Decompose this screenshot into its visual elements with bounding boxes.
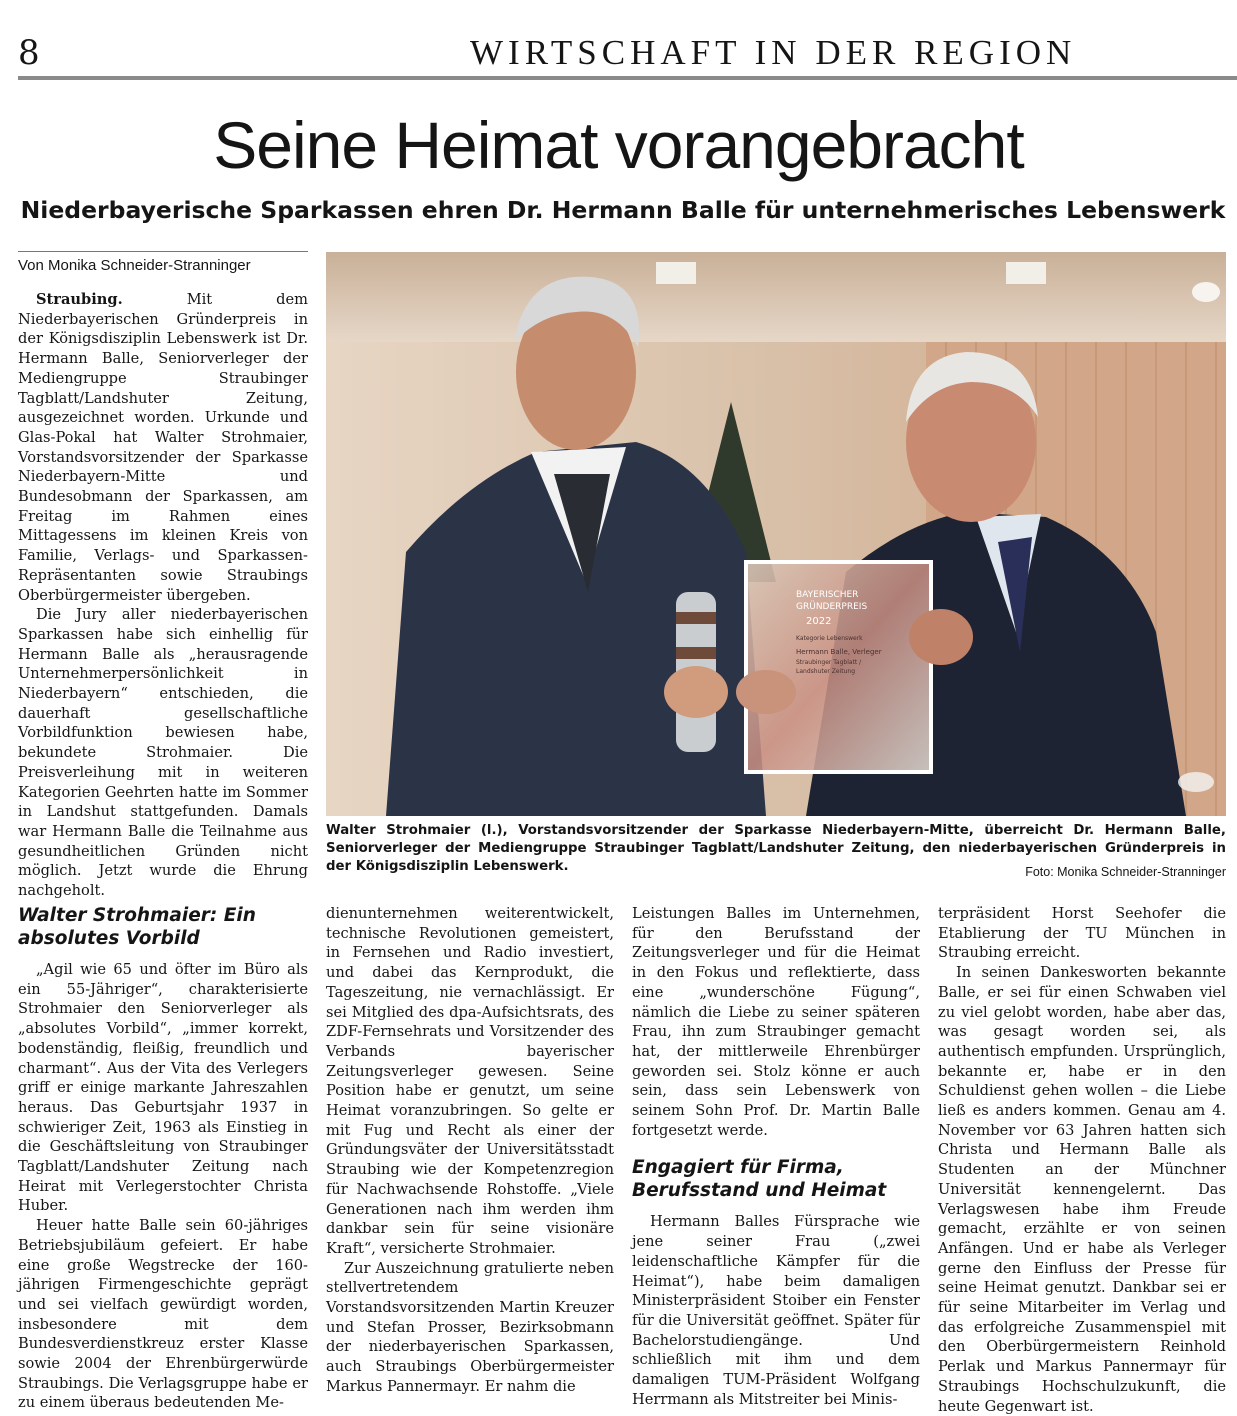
column3-paragraph-1: Leistungen Balles im Unternehmen, für den Berufsstand der Zeitungsverleger und für die Heimat in den Fokus und reflektierte, dass eine „wunderschöne Fügung“, nämlich die Liebe zu seiner späteren Frau, ihn zum Straubinger gemacht hat, der mittlerweile Ehrenbürger geworden sei. Stolz könne er auch sein, dass sein Lebenswerk von seinem Sohn Prof. Dr. Martin Balle fortgesetzt werde. [632, 905, 920, 1139]
plaque-company-1: Straubinger Tagblatt / [796, 659, 862, 666]
column2-paragraph-1: dienunternehmen weiterentwickelt, technische Revolutionen gemeistert, in Fernsehen und Radio investiert, und dabei das Kernprodukt, die Tageszeitung, nie vernachlässigt. Er sei Mitglied des dpa-Aufsichtsrats, des ZDF-Fernsehrats und Vorsitzender des Verbands bayerischer Zeitungsverleger gewesen. Seine Position habe er genutzt, um seine Heimat voranzubringen. So gelte er mit Fug und Recht als einer der Gründungsväter der Universitätsstadt Straubing wie der Kompetenzregion für Nachwachsende Rohstoffe. „Viele Generationen nach ihm werden ihm dankbar sein für seine visionäre Kraft“, versicherte Strohmaier. [326, 905, 614, 1257]
column2-paragraph-2: Zur Auszeichnung gratulierte neben stellvertretendem Vorstandsvorsitzenden Martin Kreuzer und Stefan Prosser, Bezirksobmann der niederbayerischen Sparkassen, auch Straubings Oberbürgermeister Markus Pannermayr. Er nahm die [326, 1259, 614, 1395]
dateline: Straubing. [36, 291, 123, 308]
byline-rule [18, 251, 308, 252]
page-number: 8 [18, 33, 40, 73]
column3-paragraph-2: Hermann Balles Fürsprache wie jene seiner Frau („zwei leidenschaftliche Kämpfer für die Heimat“), habe beim damaligen Ministerpräsident Stoiber ein Fenster für die Universität geöffnet. Später für Bachelorstudiengänge. Und schließlich mit ihm und dem damaligen TUM-Präsident Wolfgang Herrmann als Mitstreiter bei Minis- [632, 1213, 920, 1408]
intro-column [18, 290, 308, 901]
intro-paragraph-1 [18, 290, 308, 605]
column-3 [632, 904, 920, 1409]
plaque-category: Kategorie Lebenswerk [796, 635, 863, 642]
section1-paragraph-1: „Agil wie 65 und öfter im Büro als ein 55-Jähriger“, charakterisierte Strohmaier den Seniorverleger als „absolutes Vorbild“, „immer korrekt, bodenständig, fleißig, freundlich und charmant“. Aus der Vita des Verlegers griff er einige markante Jahreszahlen heraus. Das Geburtsjahr 1937 in schwieriger Zeit, 1963 als Einstieg in die Geschäftsleitung von Straubinger Tagblatt/Landshuter Zeitung nach Heirat mit Verlegerstochter Christa Huber. [18, 961, 308, 1215]
column-2 [326, 904, 614, 1397]
section1-paragraph-2: Heuer hatte Balle sein 60-jähriges Betriebsjubiläum gefeiert. Er habe eine große Wegstrecke der 160-jährigen Firmengeschichte geprägt und sei vielfach gewürdigt worden, insbesondere mit dem Bundesverdienstkreuz erster Klasse sowie 2004 der Ehrenbürgerwürde Straubings. Die Verlagsgruppe habe er zu einem überaus bedeutenden Me- [18, 1217, 308, 1412]
photo-caption: Walter Strohmaier (l.), Vorstandsvorsitzender der Sparkasse Niederbayern-Mitte, überreicht Dr. Hermann Balle, Seniorverleger der Mediengruppe Straubinger Tagblatt/Landshuter Zeitung, den niederbayerischen Gründerpreis in der Königsdisziplin Lebenswerk. [326, 823, 1226, 874]
article-photo [326, 252, 1226, 816]
column-4 [938, 904, 1226, 1416]
subheadline: Niederbayerische Sparkassen ehren Dr. Hermann Balle für unternehmerisches Lebenswerk [20, 196, 1226, 224]
column4-paragraph-2: In seinen Dankesworten bekannte Balle, er sei für einen Schwaben viel zu viel gelobt worden, habe aber das, was gesagt worden sei, als authentisch empfunden. Ursprünglich, bekannte er, habe er in den Schuldienst gehen wollen – die Liebe ließ es anders kommen. Genau am 4. November vor 63 Jahren hatten sich Christa und Hermann Balle als Studenten an der Münchner Universität kennengelernt. Das Verlagswesen habe ihm Freude gemacht, erzählte er von seinen Anfängen. Und er habe als Verleger gerne den Einfluss der Presse für seine Heimat genutzt. Dankbar sei er für seine Mitarbeiter im Verlag und das erfolgreiche Zusammenspiel mit den Oberbürgermeistern Reinhold Perlak und Markus Pannermayr für Straubings Hochschulzukunft, die heute Gegenwart ist. [938, 964, 1226, 1415]
intro-text-1: Mit dem Niederbayerischen Gründerpreis in der Königsdisziplin Lebenswerk ist Dr. Hermann Balle, Seniorverleger der Mediengruppe Straubinger Tagblatt/Landshuter Zeitung, ausgezeichnet worden. Urkunde und Glas-Pokal hat Walter Strohmaier, Vorstandsvorsitzender der Sparkasse Niederbayern-Mitte und Bundesobmann der Sparkassen, am Freitag im Rahmen eines Mittagessens im kleinen Kreis von Familie, Verlags- und Sparkassen-Repräsentanten sowie Straubings Oberbürgermeister übergeben. [18, 291, 308, 604]
subheading-2: Engagiert für Firma, Berufsstand und Heimat [632, 1157, 887, 1202]
byline: Von Monika Schneider-Stranninger [18, 257, 251, 274]
column4-paragraph-1: terpräsident Horst Seehofer die Etablierung der TU München in Straubing erreicht. [938, 905, 1226, 962]
plaque-company-2: Landshuter Zeitung [796, 668, 856, 675]
plaque-year: 2022 [806, 616, 832, 627]
subheading-1: Walter Strohmaier: Ein absolutes Vorbild [18, 905, 256, 949]
section-title: WIRTSCHAFT IN DER REGION [470, 33, 1077, 72]
plaque-line-1: BAYERISCHER [796, 590, 859, 600]
column-1 [18, 904, 308, 1413]
photo-credit: Foto: Monika Schneider-Stranninger [1025, 865, 1226, 879]
photo-illustration [326, 252, 1226, 816]
intro-paragraph-2: Die Jury aller niederbayerischen Sparkassen habe sich einhellig für Hermann Balle als „herausragende Unternehmerpersönlichkeit in Niederbayern“ entschieden, die dauerhaft gesellschaftliche Vorbildfunktion bewiesen habe, bekundete Strohmaier. Die Preisverleihung mit in weiteren Kategorien Geehrten hatte im Sommer in Landshut stattgefunden. Damals war Hermann Balle die Teilnahme aus gesundheitlichen Gründen nicht möglich. Jetzt wurde die Ehrung nachgeholt. [18, 606, 308, 900]
header-rule [18, 76, 1237, 80]
plaque-line-2: GRÜNDERPREIS [796, 602, 868, 612]
plaque-name: Hermann Balle, Verleger [796, 648, 882, 656]
headline: Seine Heimat vorangebracht [213, 108, 1024, 182]
